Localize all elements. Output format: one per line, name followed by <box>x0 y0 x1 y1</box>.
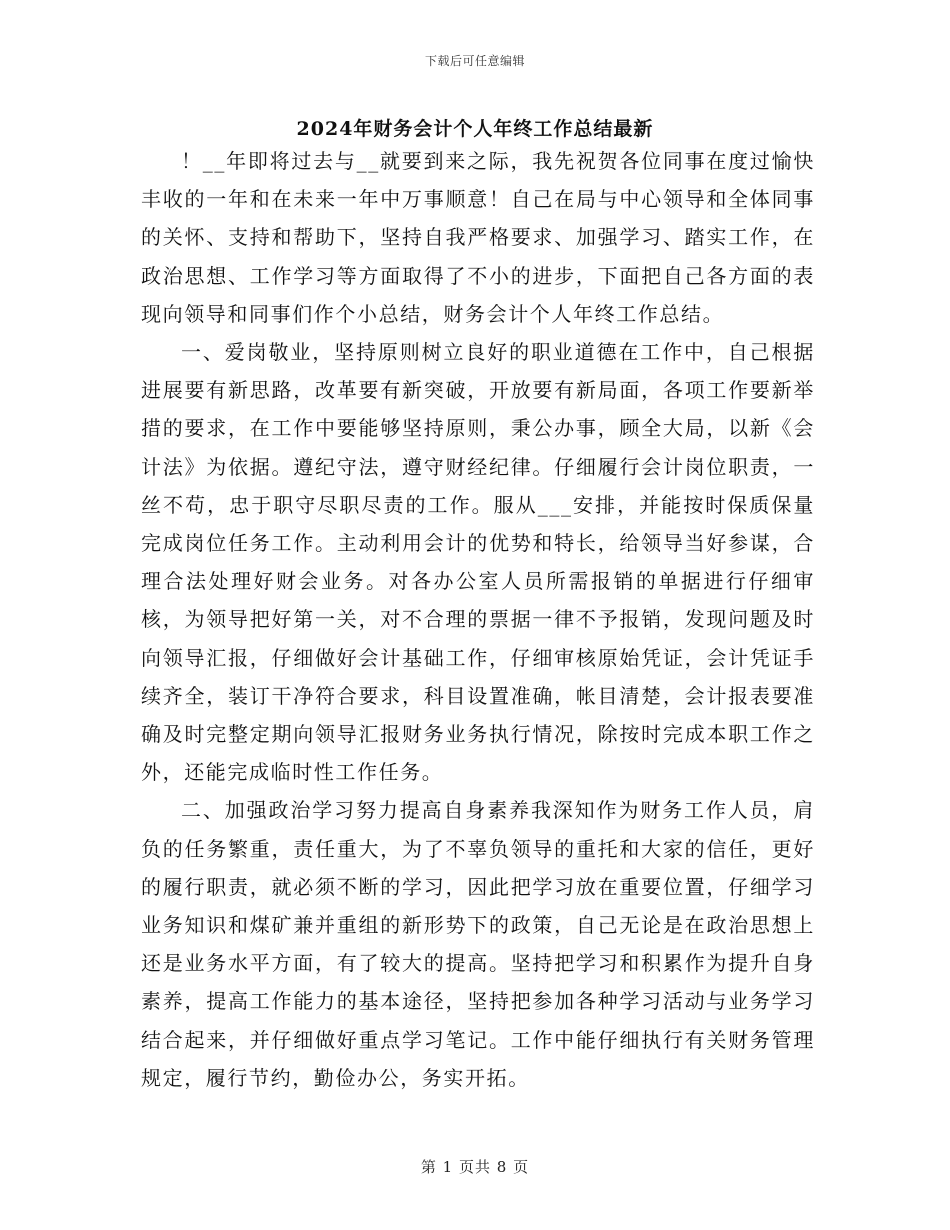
header-note: 下载后可任意编辑 <box>424 54 525 68</box>
document-body <box>141 142 815 1097</box>
document-title: 2024年财务会计个人年终工作总结最新 <box>296 118 654 140</box>
page-number: 第 1 页共 8 页 <box>420 1158 530 1176</box>
paragraph-section-2: 二、加强政治学习努力提高自身素养我深知作为财务工作人员，肩负的任务繁重，责任重大，为了不辜负领导的重托和大家的信任，更好的履行职责，就必须不断的学习，因此把学习放在重要位置，仔细学习业务知识和煤矿兼并重组的新形势下的政策，自己无论是在政治思想上还是业务水平方面，有了较大的提高。坚持把学习和积累作为提升自身素养，提高工作能力的基本途径，坚持把参加各种学习活动与业务学习结合起来，并仔细做好重点学习笔记。工作中能仔细执行有关财务管理规定，履行节约，勤俭办公，务实开拓。 <box>141 798 815 1090</box>
paragraph-section-1: 一、爱岗敬业，坚持原则树立良好的职业道德在工作中，自己根据进展要有新思路，改革要有新突破，开放要有新局面，各项工作要新举措的要求，在工作中要能够坚持原则，秉公办事，顾全大局，以新《会计法》为依据。遵纪守法，遵守财经纪律。仔细履行会计岗位职责，一丝不苟，忠于职守尽职尽责的工作。服从___安排，并能按时保质保量完成岗位任务工作。主动利用会计的优势和特长，给领导当好参谋，合理合法处理好财会业务。对各办公室人员所需报销的单据进行仔细审核，为领导把好第一关，对不合理的票据一律不予报销，发现问题及时向领导汇报，仔细做好会计基础工作，仔细审核原始凭证，会计凭证手续齐全，装订干净符合要求，科目设置准确，帐目清楚，会计报表要准确及时完整定期向领导汇报财务业务执行情况，除按时完成本职工作之外，还能完成临时性工作任务。 <box>141 340 815 785</box>
paragraph-intro: ！__年即将过去与__就要到来之际，我先祝贺各位同事在度过愉快丰收的一年和在未来一年中万事顺意！自己在局与中心领导和全体同事的关怀、支持和帮助下，坚持自我严格要求、加强学习、踏实工作，在政治思想、工作学习等方面取得了不小的进步，下面把自己各方面的表现向领导和同事们作个小总结，财务会计个人年终工作总结。 <box>141 149 815 326</box>
